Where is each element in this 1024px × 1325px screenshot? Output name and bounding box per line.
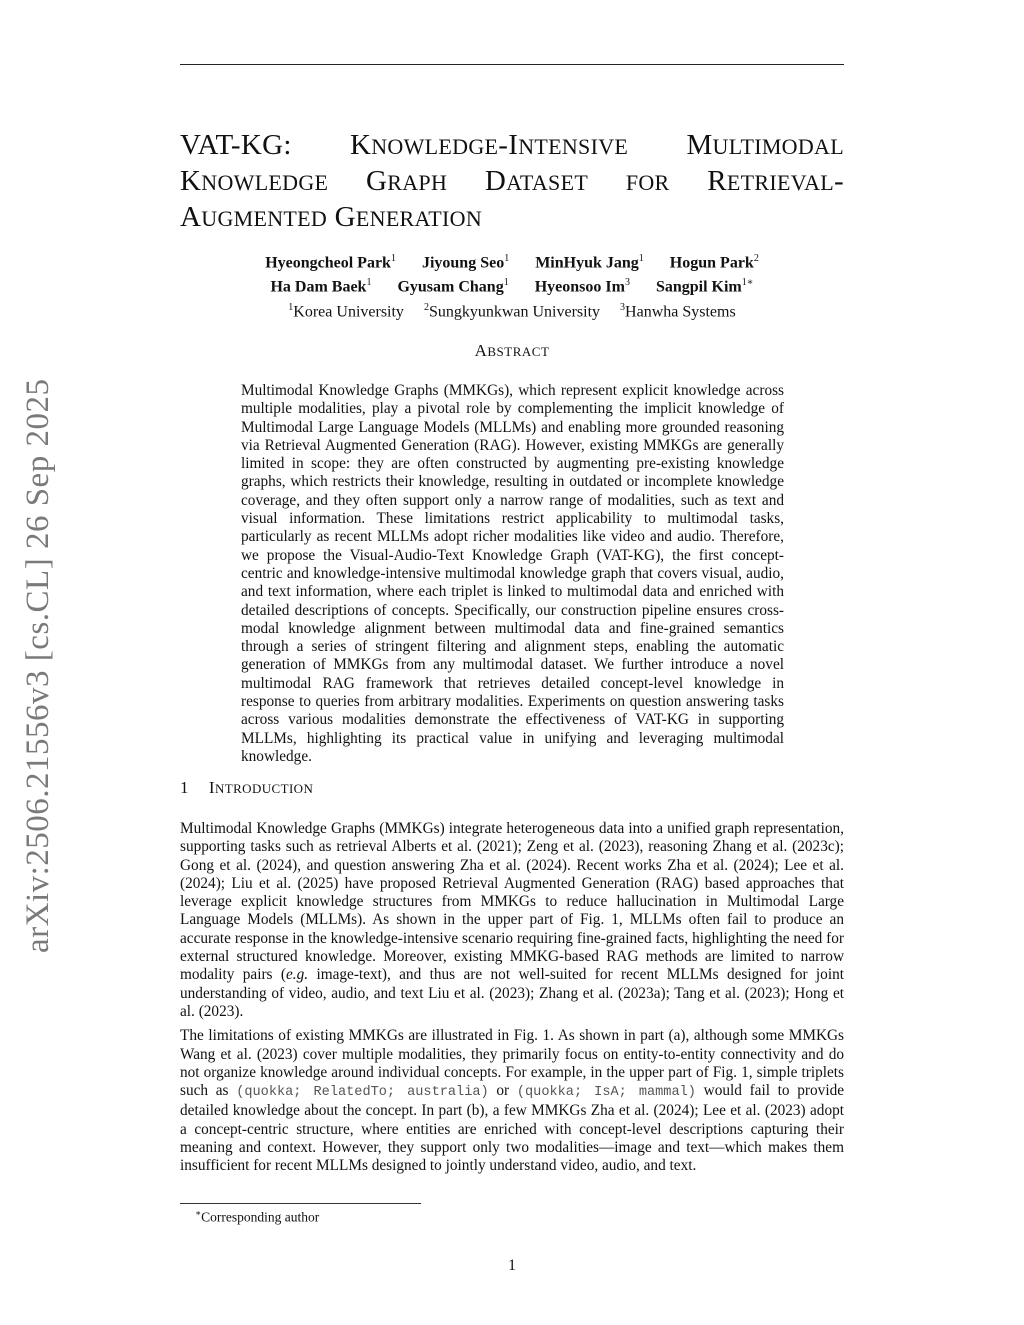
author: Hyeonsoo Im$^3$ (534, 277, 630, 296)
author: MinHyuk Jang$^1$ (535, 253, 644, 272)
author-row (180, 249, 844, 273)
paper-title (180, 128, 844, 236)
top-rule (180, 64, 844, 65)
author-row (180, 273, 844, 297)
title-line-3 (180, 200, 844, 236)
author: Gyusam Chang$^1$ (397, 277, 509, 296)
title-word: KNOWLEDGE (180, 165, 329, 197)
affiliation: $^3$Hanwha Systems (620, 301, 736, 320)
title-word: AUGMENTED GENERATION (180, 201, 483, 233)
author: Ha Dam Baek$^1$ (270, 277, 372, 296)
author: Jiyoung Seo$^1$ (421, 253, 510, 272)
affiliation: $^2$Sungkyunkwan University (423, 301, 601, 320)
intro-text: image-text), and thus are not well-suited for recent MLLMs designed for joint understanding of video, audio, and text Liu et al. (2023); Zhang et al. (2023a); Tang et al. (2023); Hong et al. (2023). (180, 966, 844, 1020)
abstract-text: Multimodal Knowledge Graphs (MMKGs), which represent explicit knowledge across multiple modalities, play a pivotal role by complementing the implicit knowledge of Multimodal Large Language Models (MLLMs) and enabling more grounded reasoning via Retrieval Augmented Generation (RAG). However, existing MMKGs are generally limited in scope: they are often constructed by augmenting pre-existing knowledge graphs, which restricts their knowledge, resulting in outdated or incomplete knowledge coverage, and they often support only a narrow range of modalities, such as text and visual information. These limitations restrict applicability to multimodal tasks, particularly as recent MLLMs adopt richer modalities like video and audio. Therefore, we propose the Visual-Audio-Text Knowledge Graph (VAT-KG), the first concept-centric and knowledge-intensive multimodal knowledge graph that covers visual, audio, and text information, where each triplet is linked to multimodal data and enriched with detailed descriptions of concepts. Specifically, our construction pipeline ensures cross-modal knowledge alignment between multimodal data and fine-grained semantics through a series of stringent filtering and alignment steps, enabling the automatic generation of MMKGs from any multimodal dataset. We further introduce a novel multimodal RAG framework that retrieves detailed concept-level knowledge in response to queries from arbitrary modalities. Experiments on question answering tasks across various modalities demonstrate the effectiveness of VAT-KG in supporting MLLMs, highlighting its practical value in unifying and leveraging multimodal knowledge. (241, 382, 784, 765)
intro-italic: e.g. (285, 966, 309, 984)
affiliation: $^1$Korea University (288, 301, 404, 320)
intro-text: Multimodal Knowledge Graphs (MMKGs) integrate heterogeneous data into a unified graph representation, supporting tasks such as retrieval Alberts et al. (2021); Zeng et al. (2023), reasoning Zhang et al. (2023c); Gong et al. (2024), and question answering Zha et al. (2024). Recent works Zha et al. (2024); Lee et al. (2024); Liu et al. (2025) have proposed Retrieval Augmented Generation (RAG) based approaches that leverage explicit knowledge structures from MMKGs to reduce hallucination in Multimodal Large Language Models (MLLMs). As shown in the upper part of Fig. 1, MLLMs often fail to produce an accurate response in the knowledge-intensive scenario requiring fine-grained facts, highlighting the need for external structured knowledge. Moreover, existing MMKG-based RAG methods are limited to narrow modality pairs ( (180, 820, 844, 984)
title-line-1 (180, 128, 844, 164)
author-block (180, 249, 844, 322)
author: Sangpil Kim$^{1∗}$ (655, 277, 754, 296)
title-word: DATASET (484, 165, 589, 197)
footnote (195, 1208, 319, 1226)
code-triplet: (quokka; RelatedTo; australia) (236, 1085, 489, 1101)
intro-text: would fail to provide detailed knowledge about the concept. In part (b), a few MMKGs Zha et al. (2024); Lee et al. (2023) adopt a concept-centric structure, where entities are enriched with concept-level descriptions capturing their meaning and context. However, they support only two modalities—image and text—which makes them insufficient for recent MLLMs designed to jointly understand video, audio, and text. (180, 1082, 845, 1175)
title-word: RETRIEVAL- (707, 165, 844, 197)
intro-body (180, 820, 844, 1182)
footnote-text: Corresponding author (201, 1209, 320, 1225)
intro-paragraph-2 (180, 1027, 844, 1175)
footnote-rule (180, 1203, 421, 1204)
title-word: KNOWLEDGE-INTENSIVE (349, 129, 629, 161)
title-word: MULTIMODAL (686, 129, 844, 161)
title-word: FOR (625, 170, 670, 195)
intro-paragraph-1 (180, 820, 844, 1021)
page-number: 1 (508, 1257, 516, 1274)
section-heading: 1 INTRODUCTION (180, 778, 314, 797)
title-word: GRAPH (366, 165, 448, 197)
abstract-heading: ABSTRACT (474, 341, 550, 360)
intro-text: The limitations of existing MMKGs are illustrated in Fig. 1. As shown in part (a), although some MMKGs Wang et al. (2023) cover multiple modalities, they primarily focus on entity-to-entity connectivity and do not organize knowledge around individual concepts. For example, in the upper part of Fig. 1, simple triplets such as (180, 1027, 844, 1100)
section-number: 1 (180, 778, 189, 797)
footnote-mark: ∗ (195, 1208, 202, 1218)
code-triplet: (quokka; IsA; mammal) (516, 1085, 696, 1101)
affiliations (180, 298, 844, 322)
title-word: VAT-KG: (180, 129, 292, 161)
author: Hogun Park$^2$ (669, 253, 759, 272)
intro-text: or (488, 1082, 517, 1100)
title-line-2 (180, 164, 844, 200)
arxiv-identifier: arXiv:2506.21556v3 [cs.CL] 26 Sep 2025 (20, 378, 56, 953)
author: Hyeongcheol Park$^1$ (265, 253, 396, 272)
